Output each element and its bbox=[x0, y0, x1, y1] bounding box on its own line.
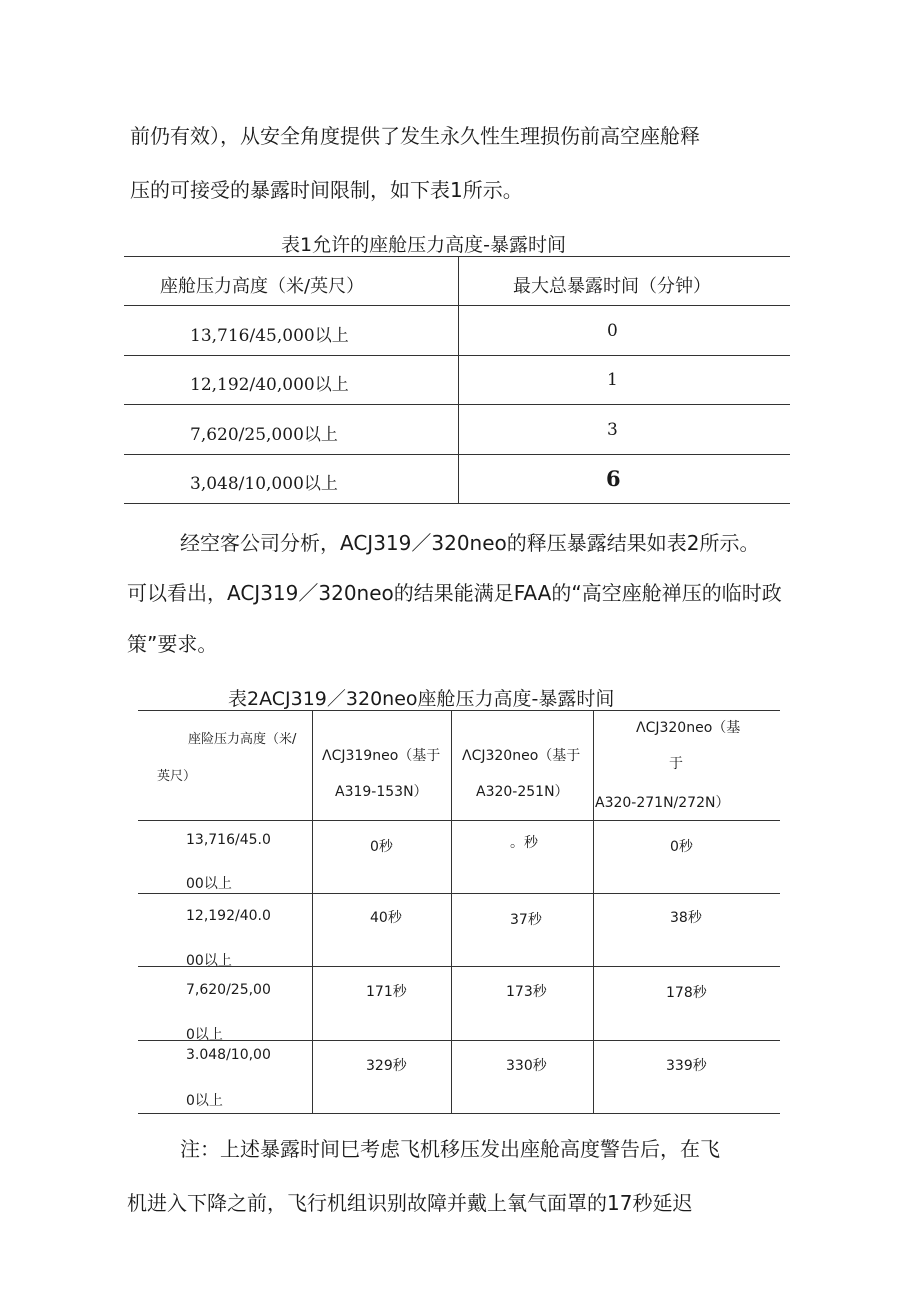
table-2-header: A319-153N） bbox=[335, 784, 428, 800]
table-2-rule bbox=[138, 820, 780, 821]
table-2-header: A320-251N） bbox=[476, 784, 569, 800]
table-2-rule bbox=[138, 710, 780, 711]
table-1-cell: 6 bbox=[606, 466, 621, 491]
table-1-cell: 13,716/45,000以上 bbox=[190, 326, 349, 346]
table-2-header: ΛCJ320neo（基 bbox=[636, 720, 741, 736]
table-2-cell: 0秒 bbox=[370, 839, 393, 855]
table-2-cell: 40秒 bbox=[370, 910, 402, 926]
table-1-rule bbox=[124, 454, 790, 455]
paragraph-line: 前仍有效），从安全角度提供了发生永久性生理损伤前高空座舱释 bbox=[130, 124, 700, 148]
table-2-header: 座险压力高度（米/ bbox=[188, 732, 297, 747]
table-2-cell: 329秒 bbox=[366, 1058, 407, 1074]
table-2-caption: 表2ACJ319／320neo座舱压力高度-暴露时间 bbox=[228, 688, 615, 710]
table-2-rule bbox=[312, 710, 313, 1114]
table-1-rule bbox=[124, 503, 790, 504]
paragraph-line: 经空客公司分析，ACJ319／320neo的释压暴露结果如表2所示。 bbox=[180, 531, 760, 555]
paragraph-line: 机进入下降之前，飞行机组识别故障并戴上氧气面罩的17秒延迟 bbox=[127, 1191, 693, 1215]
table-2-cell: 3.048/10,00 bbox=[186, 1047, 271, 1063]
table-1-rule bbox=[124, 355, 790, 356]
table-1-rule bbox=[124, 404, 790, 405]
table-2-header: A320-271N/272N） bbox=[595, 795, 730, 811]
table-2-cell: 173秒 bbox=[506, 984, 547, 1000]
table-1-cell: 7,620/25,000以上 bbox=[190, 425, 338, 445]
table-2-cell: 7,620/25,00 bbox=[186, 982, 271, 998]
table-2-header: ΛCJ320neo（基于 bbox=[462, 748, 581, 764]
table-1-cell: 1 bbox=[607, 370, 618, 390]
table-2-cell: 00以上 bbox=[186, 876, 232, 892]
table-2-rule bbox=[138, 966, 780, 967]
table-2-cell: 0以上 bbox=[186, 1027, 223, 1043]
table-2-cell: 38秒 bbox=[670, 910, 702, 926]
table-2-cell: 00以上 bbox=[186, 953, 232, 969]
paragraph-line: 策”要求。 bbox=[127, 632, 218, 656]
table-2-cell: 171秒 bbox=[366, 984, 407, 1000]
table-2-cell: 0秒 bbox=[670, 839, 693, 855]
table-2-header: 于 bbox=[669, 756, 683, 772]
table-1-rule bbox=[458, 256, 459, 504]
table-2-rule bbox=[593, 710, 594, 1114]
table-2-rule bbox=[138, 893, 780, 894]
table-1-cell: 3,048/10,000以上 bbox=[190, 474, 338, 494]
table-2-cell: 13,716/45.0 bbox=[186, 832, 271, 848]
table-2-cell: 。秒 bbox=[510, 835, 538, 851]
table-1-cell: 12,192/40,000以上 bbox=[190, 375, 349, 395]
table-1-rule bbox=[124, 256, 790, 257]
table-2-rule bbox=[138, 1040, 780, 1041]
table-1-cell: 0 bbox=[607, 321, 618, 341]
paragraph-line: 注：上述暴露时间巳考虑飞机移压发出座舱高度警告后，在飞 bbox=[180, 1137, 720, 1161]
table-2-cell: 178秒 bbox=[666, 985, 707, 1001]
table-1-header: 座舱压力高度（米/英尺） bbox=[160, 276, 365, 297]
paragraph-line: 可以看出，ACJ319／320neo的结果能满足FAA的“高空座舱禅压的临时政 bbox=[127, 581, 782, 605]
table-2-header: 英尺） bbox=[157, 769, 197, 784]
table-1-cell: 3 bbox=[607, 420, 618, 440]
table-1-header: 最大总暴露时间（分钟） bbox=[513, 276, 711, 297]
table-2-cell: 37秒 bbox=[510, 912, 542, 928]
table-2-cell: 0以上 bbox=[186, 1093, 223, 1109]
table-2-rule bbox=[138, 1113, 780, 1114]
paragraph-line: 压的可接受的暴露时间限制，如下表1所示。 bbox=[130, 178, 523, 202]
table-2-header: ΛCJ319neo（基于 bbox=[322, 748, 441, 764]
table-2-cell: 330秒 bbox=[506, 1058, 547, 1074]
table-2-cell: 12,192/40.0 bbox=[186, 908, 271, 924]
table-1-caption: 表1允许的座舱压力高度-暴露时间 bbox=[281, 234, 566, 256]
table-1-rule bbox=[124, 305, 790, 306]
table-2-cell: 339秒 bbox=[666, 1058, 707, 1074]
table-2-rule bbox=[451, 710, 452, 1114]
